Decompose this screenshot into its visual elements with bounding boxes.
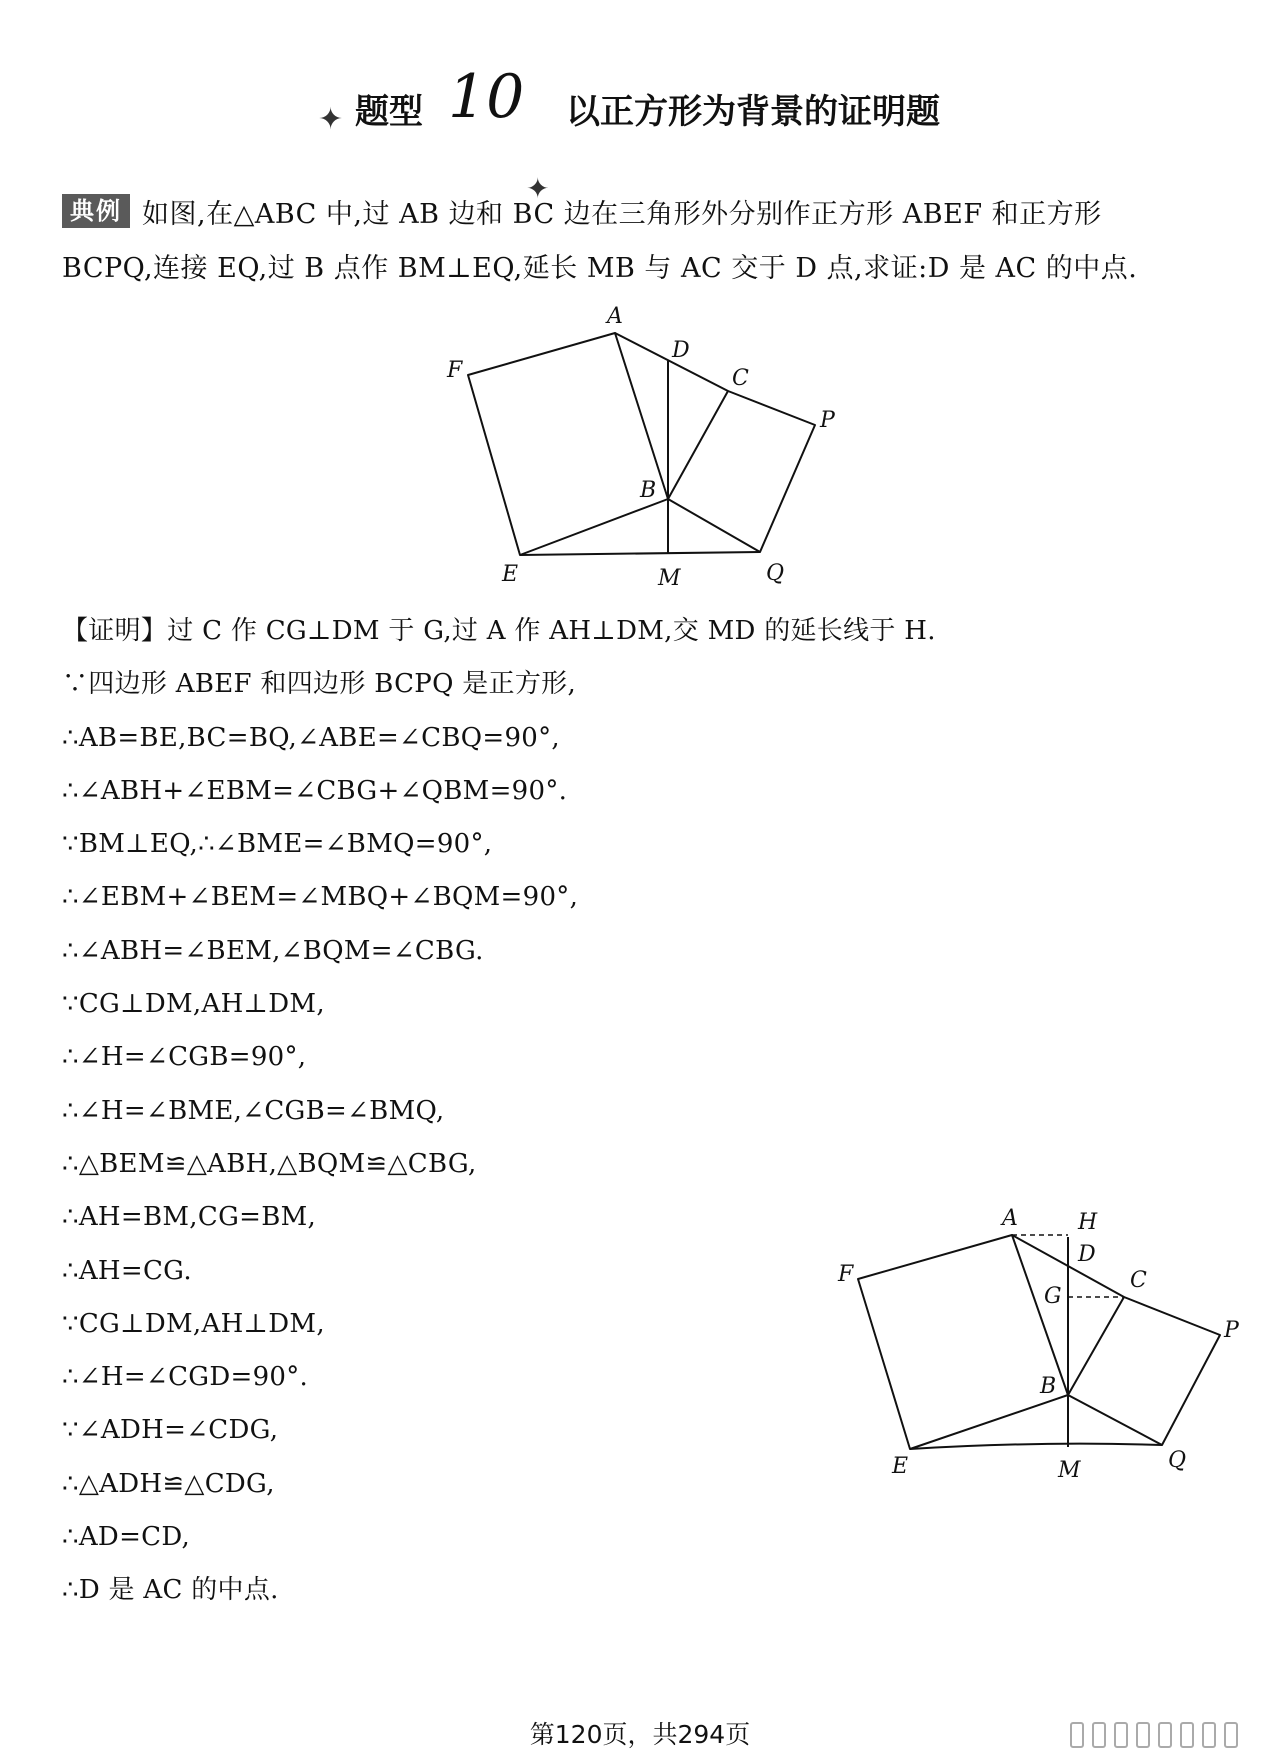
title-prefix: 题型 — [355, 92, 423, 132]
segment-eq — [520, 552, 760, 555]
proof-line: ∵CG⊥DM,AH⊥DM, — [62, 1308, 325, 1339]
segment-eq — [910, 1444, 1162, 1449]
label-a: A — [607, 305, 623, 329]
label-e: E — [892, 1454, 909, 1479]
proof-line: ∵∠ADH=∠CDG, — [62, 1415, 279, 1446]
example-badge: 典例 — [62, 194, 130, 228]
proof-line: ∴AB=BE,BC=BQ,∠ABE=∠CBQ=90°, — [62, 722, 560, 753]
toolbar-decoration — [1070, 1722, 1238, 1748]
proof-line: ∴D 是 AC 的中点. — [62, 1575, 279, 1606]
label-f: F — [838, 1262, 854, 1287]
page-footer: 第120页，共294页 — [529, 1720, 751, 1749]
label-h: H — [1078, 1210, 1098, 1235]
problem-line-1 — [62, 188, 1222, 242]
proof-line: ∴∠ABH+∠EBM=∠CBG+∠QBM=90°. — [62, 775, 568, 806]
page-title: 以正方形为背景的证明题 — [566, 92, 940, 132]
label-p: P — [820, 408, 835, 433]
label-b: B — [640, 478, 657, 503]
sparkle-icon: ✦ — [526, 172, 550, 205]
title-number: 10 — [448, 62, 525, 132]
square-abef — [858, 1235, 1068, 1449]
proof-line: ∴∠H=∠CGD=90°. — [62, 1362, 309, 1393]
figure-2 — [830, 1205, 1250, 1505]
square-abef — [468, 333, 668, 555]
proof-line: ∴△ADH≌△CDG, — [62, 1468, 275, 1499]
proof-line: 【证明】过 C 作 CG⊥DM 于 G,过 A 作 AH⊥DM,交 MD 的延长线于 H. — [62, 616, 936, 646]
label-f: F — [447, 358, 463, 383]
proof-line: ∴AH=BM,CG=BM, — [62, 1202, 317, 1233]
proof-line: ∴AH=CG. — [62, 1255, 192, 1286]
proof-line: ∴∠H=∠BME,∠CGB=∠BMQ, — [62, 1095, 445, 1126]
proof-line: ∴∠H=∠CGB=90°, — [62, 1042, 307, 1073]
proof-line: ∵CG⊥DM,AH⊥DM, — [62, 989, 325, 1020]
label-g: G — [1044, 1284, 1062, 1309]
proof-line: ∵BM⊥EQ,∴∠BME=∠BMQ=90°, — [62, 829, 493, 860]
proof-line: ∴△BEM≌△ABH,△BQM≌△CBG, — [62, 1148, 477, 1179]
label-d: D — [1078, 1242, 1096, 1267]
label-c: C — [732, 366, 749, 391]
label-d: D — [672, 338, 690, 363]
label-c: C — [1130, 1268, 1147, 1293]
label-p: P — [1224, 1318, 1239, 1343]
proof-line: ∴∠ABH=∠BEM,∠BQM=∠CBG. — [62, 935, 484, 966]
proof-line: ∵四边形 ABEF 和四边形 BCPQ 是正方形, — [62, 669, 577, 700]
square-bcpq — [1068, 1297, 1220, 1445]
label-e: E — [502, 562, 519, 587]
figure-1 — [440, 305, 880, 595]
label-a: A — [1002, 1206, 1018, 1231]
label-q: Q — [1168, 1448, 1187, 1473]
title-row — [0, 62, 1280, 205]
proof-line: ∴∠EBM+∠BEM=∠MBQ+∠BQM=90°, — [62, 882, 579, 913]
label-m: M — [658, 566, 681, 591]
sparkle-icon: ✦ — [318, 102, 344, 137]
proof-line: ∴AD=CD, — [62, 1522, 191, 1553]
label-q: Q — [766, 561, 785, 586]
problem-text-1: 如图,在△ABC 中,过 AB 边和 BC 边在三角形外分别作正方形 ABEF 和正方形 — [142, 199, 1102, 230]
square-bcpq — [668, 391, 815, 552]
label-b: B — [1040, 1374, 1057, 1399]
problem-line-2: BCPQ,连接 EQ,过 B 点作 BM⊥EQ,延长 MB 与 AC 交于 D 点,求证:D 是 AC 的中点. — [62, 253, 1138, 284]
label-m: M — [1058, 1458, 1081, 1483]
problem-statement — [62, 188, 1222, 296]
